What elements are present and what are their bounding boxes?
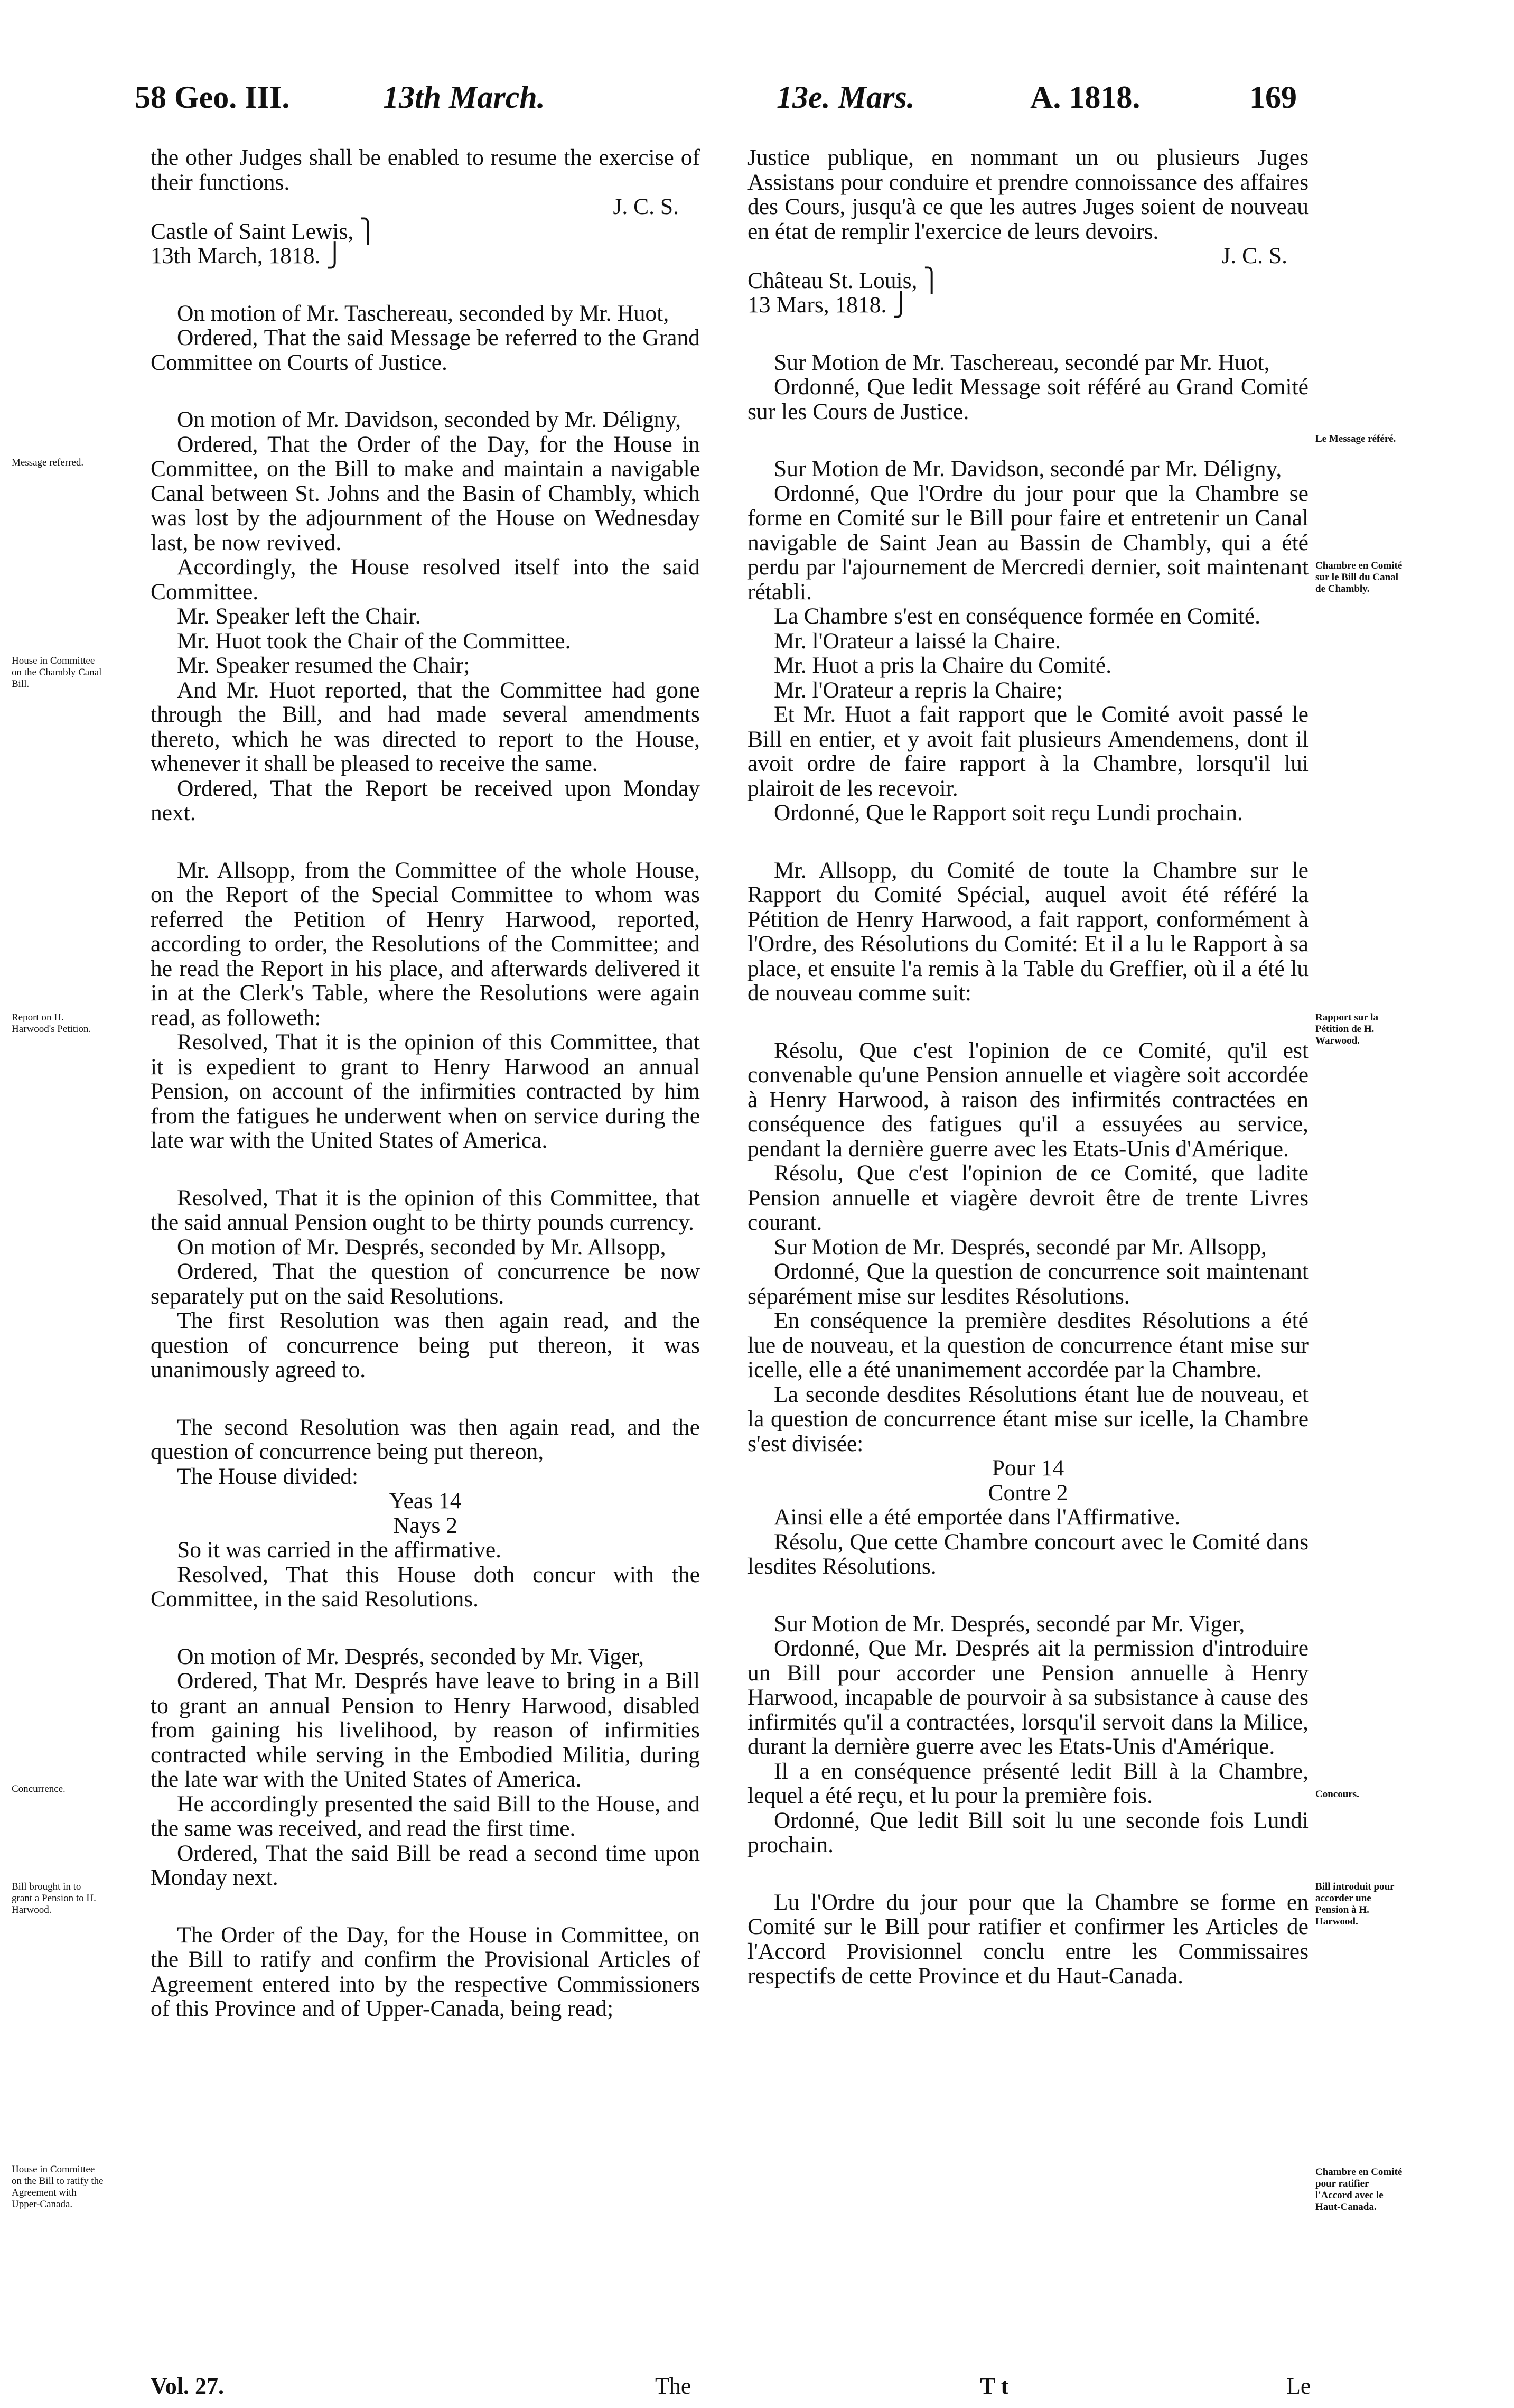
catchword-english: The bbox=[655, 2373, 691, 2399]
english-paragraph: On motion of Mr. Després, seconded by Mr. Viger, bbox=[177, 1643, 644, 1669]
page-number: 169 bbox=[1249, 80, 1297, 115]
english-paragraph: Ordered, That the Report be received upon Monday next. bbox=[151, 775, 700, 825]
french-paragraph: Ordonné, Que la question de concurrence soit maintenant séparément mise sur lesdites Résolutions. bbox=[747, 1259, 1309, 1309]
french-paragraph: Résolu, Que c'est l'opinion de ce Comité, que ladite Pension annuelle et viagère devroit être de trente Livres courant. bbox=[747, 1160, 1309, 1235]
english-paragraph: J. C. S. bbox=[613, 194, 679, 219]
french-paragraph: Mr. Allsopp, du Comité de toute la Chambre sur le Rapport du Comité Spécial, auquel avoit été référé la Pétition de Henry Harwood, a fait rapport, conformément à l'Ordre, des Résolutions du Comité: Et il a lu le Rapport à sa place, et ensuite l'a remis à la Table du Greffier, où il a été lu de nouveau comme suit: bbox=[747, 857, 1309, 1006]
french-paragraph: Ordonné, Que ledit Bill soit lu une seconde fois Lundi prochain. bbox=[747, 1807, 1309, 1857]
margin-note-right-2: Rapport sur la Pétition de H. Warwood. bbox=[1315, 1012, 1378, 1046]
english-paragraph: He accordingly presented the said Bill to the House, and the same was received, and read the first time. bbox=[151, 1791, 700, 1841]
catchword-french: Le bbox=[1286, 2373, 1311, 2399]
french-column bbox=[747, 145, 1309, 1988]
french-paragraph: Justice publique, en nommant un ou plusieurs Juges Assistans pour conduire et prendre connoissance des affaires des Cours, jusqu'à ce que les autres Juges soient de nouveau en état de remplir l'exercice de leurs devoirs. bbox=[747, 145, 1309, 244]
english-paragraph: Castle of Saint Lewis, ⎫ bbox=[151, 218, 377, 244]
french-paragraph: Il a en conséquence présenté ledit Bill à la Chambre, lequel a été reçu, et lu pour la première fois. bbox=[747, 1758, 1309, 1808]
english-paragraph: On motion of Mr. Davidson, seconded by Mr. Déligny, bbox=[177, 407, 681, 432]
french-paragraph: Mr. l'Orateur a laissé la Chaire. bbox=[774, 628, 1061, 654]
page-footer bbox=[135, 2373, 1315, 2404]
french-paragraph: Sur Motion de Mr. Després, secondé par Mr. Viger, bbox=[774, 1611, 1245, 1637]
english-column bbox=[151, 145, 700, 2021]
margin-note-right-1: Chambre en Comité sur le Bill du Canal de Chambly. bbox=[1315, 560, 1403, 594]
french-paragraph: Mr. l'Orateur a repris la Chaire; bbox=[774, 677, 1063, 703]
margin-note-left-2: Report on H. Harwood's Petition. bbox=[12, 1012, 91, 1035]
french-paragraph: 13 Mars, 1818. ⎭ bbox=[747, 292, 910, 318]
english-paragraph: The Order of the Day, for the House in Committee, on the Bill to ratify and confirm the Provisional Articles of Agreement entered into by the respective Commissioners of this Province and of Upper-Canada, being read; bbox=[151, 1922, 700, 2021]
english-paragraph: Resolved, That this House doth concur with the Committee, in the said Resolutions. bbox=[151, 1561, 700, 1612]
volume-signature: Vol. 27. bbox=[151, 2373, 224, 2399]
page-header bbox=[135, 79, 1315, 132]
english-paragraph: Mr. Speaker left the Chair. bbox=[177, 603, 421, 629]
french-paragraph: La seconde desdites Résolutions étant lue de nouveau, et la question de concurrence étant mise sur icelle, la Chambre s'est divisée: bbox=[747, 1381, 1309, 1456]
english-paragraph: Mr. Speaker resumed the Chair; bbox=[177, 653, 470, 678]
margin-note-right-5: Chambre en Comité pour ratifier l'Accord avec le Haut-Canada. bbox=[1315, 2167, 1403, 2212]
margin-note-right-3: Concours. bbox=[1315, 1789, 1359, 1800]
english-paragraph: The first Resolution was then again read, and the question of concurrence being put thereon, it was unanimously agreed to. bbox=[151, 1308, 700, 1382]
french-paragraph: Ainsi elle a été emportée dans l'Affirmative. bbox=[774, 1504, 1181, 1530]
english-paragraph: 13th March, 1818. ⎭ bbox=[151, 243, 343, 268]
english-paragraph: Ordered, That Mr. Després have leave to bring in a Bill to grant an annual Pension to Henry Harwood, disabled from gaining his livelihood, by reason of infirmities contracted while serving in the Embodied Militia, during the late war with the United States of America. bbox=[151, 1668, 700, 1792]
english-paragraph: So it was carried in the affirmative. bbox=[177, 1537, 502, 1563]
english-paragraph: Ordered, That the Order of the Day, for the House in Committee, on the Bill to make and maintain a navigable Canal between St. Johns and the Basin of Chambly, which was lost by the adjournment of the House on Wednesday last, be now revived. bbox=[151, 431, 700, 555]
french-paragraph: J. C. S. bbox=[1221, 243, 1287, 268]
english-paragraph: Ordered, That the question of concurrence be now separately put on the said Resolutions. bbox=[151, 1259, 700, 1309]
english-paragraph: Mr. Huot took the Chair of the Committee. bbox=[177, 628, 571, 654]
french-paragraph: Mr. Huot a pris la Chaire du Comité. bbox=[774, 653, 1112, 678]
english-paragraph: Accordingly, the House resolved itself into the said Committee. bbox=[151, 554, 700, 605]
english-paragraph: Resolved, That it is the opinion of this Committee, that the said annual Pension ought to be thirty pounds currency. bbox=[151, 1185, 700, 1235]
margin-note-right-4: Bill introduit pour accorder une Pension à H. Harwood. bbox=[1315, 1881, 1395, 1927]
english-paragraph: On motion of Mr. Després, seconded by Mr. Allsopp, bbox=[177, 1234, 666, 1260]
french-paragraph: En conséquence la première desdites Résolutions a été lue de nouveau, et la question de concurrence étant mise sur icelle, elle a été unanimement accordée par la Chambre. bbox=[747, 1308, 1309, 1382]
english-paragraph: And Mr. Huot reported, that the Committee had gone through the Bill, and had made several amendments thereto, which he was directed to report to the House, whenever it shall be pleased to receive the same. bbox=[151, 677, 700, 776]
english-paragraph: Nays 2 bbox=[392, 1512, 458, 1538]
margin-note-left-5: House in Committee on the Bill to ratify the Agreement with Upper-Canada. bbox=[12, 2164, 104, 2210]
english-paragraph: The House divided: bbox=[177, 1463, 359, 1489]
english-paragraph: Ordered, That the said Bill be read a second time upon Monday next. bbox=[151, 1840, 700, 1890]
regnal-year: 58 Geo. III. bbox=[135, 80, 290, 115]
french-paragraph: Contre 2 bbox=[988, 1480, 1068, 1505]
french-paragraph: Pour 14 bbox=[992, 1455, 1064, 1481]
margin-note-left-0: Message referred. bbox=[12, 457, 84, 468]
english-paragraph: Ordered, That the said Message be referred to the Grand Committee on Courts of Justice. bbox=[151, 325, 700, 375]
french-paragraph: Sur Motion de Mr. Taschereau, secondé par Mr. Huot, bbox=[774, 349, 1270, 375]
english-paragraph: Yeas 14 bbox=[389, 1488, 462, 1513]
french-paragraph: Ordonné, Que l'Ordre du jour pour que la Chambre se forme en Comité sur le Bill pour faire et entretenir un Canal navigable de Saint Jean au Bassin de Chambly, qui a été perdu par l'ajournement de Mercredi dernier, soit maintenant rétabli. bbox=[747, 480, 1309, 605]
french-paragraph: Ordonné, Que ledit Message soit référé au Grand Comité sur les Cours de Justice. bbox=[747, 374, 1309, 424]
french-paragraph: Lu l'Ordre du jour pour que la Chambre se forme en Comité sur le Bill pour ratifier et confirmer les Articles de l'Accord Provisionnel conclu entre les Commissaires respectifs de cette Province et du Haut-Canada. bbox=[747, 1889, 1309, 1988]
english-paragraph: The second Resolution was then again read, and the question of concurrence being put thereon, bbox=[151, 1414, 700, 1464]
french-paragraph: Résolu, Que c'est l'opinion de ce Comité, qu'il est convenable qu'une Pension annuelle et viagère soit accordée à Henry Harwood, à raison des infirmités contractées en conséquence des fatigues qu'il a essuyées au service, pendant la dernière guerre avec les Etats-Unis d'Amérique. bbox=[747, 1037, 1309, 1161]
english-paragraph: the other Judges shall be enabled to resume the exercise of their functions. bbox=[151, 145, 700, 195]
year-label: A. 1818. bbox=[1030, 80, 1141, 115]
french-paragraph: Ordonné, Que Mr. Després ait la permission d'introduire un Bill pour accorder une Pension annuelle à Henry Harwood, incapable de pourvoir à sa subsistance à cause des infirmités qu'il a contractées, lorsqu'il servoit dans la Milice, durant la dernière guerre avec les Etats-Unis d'Amérique. bbox=[747, 1635, 1309, 1759]
french-paragraph: Et Mr. Huot a fait rapport que le Comité avoit passé le Bill en entier, et y avoit fait plusieurs Amendemens, dont il avoit ordre de faire rapport à la Chambre, lorsqu'il lui plairoit de les recevoir. bbox=[747, 702, 1309, 801]
french-paragraph: Sur Motion de Mr. Després, secondé par Mr. Allsopp, bbox=[774, 1234, 1267, 1260]
date-english: 13th March. bbox=[383, 80, 545, 115]
french-paragraph: La Chambre s'est en conséquence formée en Comité. bbox=[774, 603, 1260, 629]
english-paragraph: Resolved, That it is the opinion of this Committee, that it is expedient to grant to Henry Harwood an annual Pension, on account of the infirmities contracted by him from the fatigues he underwent when on service during the late war with the United States of America. bbox=[151, 1029, 700, 1153]
french-paragraph: Sur Motion de Mr. Davidson, secondé par Mr. Déligny, bbox=[774, 456, 1282, 481]
margin-note-right-0: Le Message référé. bbox=[1315, 433, 1396, 444]
french-paragraph: Résolu, Que cette Chambre concourt avec le Comité dans lesdites Résolutions. bbox=[747, 1529, 1309, 1579]
margin-note-left-3: Concurrence. bbox=[12, 1783, 66, 1795]
signature-mark: T t bbox=[980, 2373, 1009, 2399]
english-paragraph: On motion of Mr. Taschereau, seconded by Mr. Huot, bbox=[177, 300, 669, 326]
english-paragraph: Mr. Allsopp, from the Committee of the whole House, on the Report of the Special Committee to whom was referred the Petition of Henry Harwood, reported, according to order, the Resolutions of the Committee; and he read the Report in his place, and afterwards delivered it in at the Clerk's Table, where the Resolutions were again read, as followeth: bbox=[151, 857, 700, 1030]
margin-note-left-1: House in Committee on the Chambly Canal Bill. bbox=[12, 655, 102, 690]
margin-note-left-4: Bill brought in to grant a Pension to H. Harwood. bbox=[12, 1881, 96, 1916]
date-french: 13e. Mars. bbox=[777, 80, 915, 115]
french-paragraph: Ordonné, Que le Rapport soit reçu Lundi prochain. bbox=[774, 800, 1243, 825]
french-paragraph: Château St. Louis, ⎫ bbox=[747, 267, 940, 293]
